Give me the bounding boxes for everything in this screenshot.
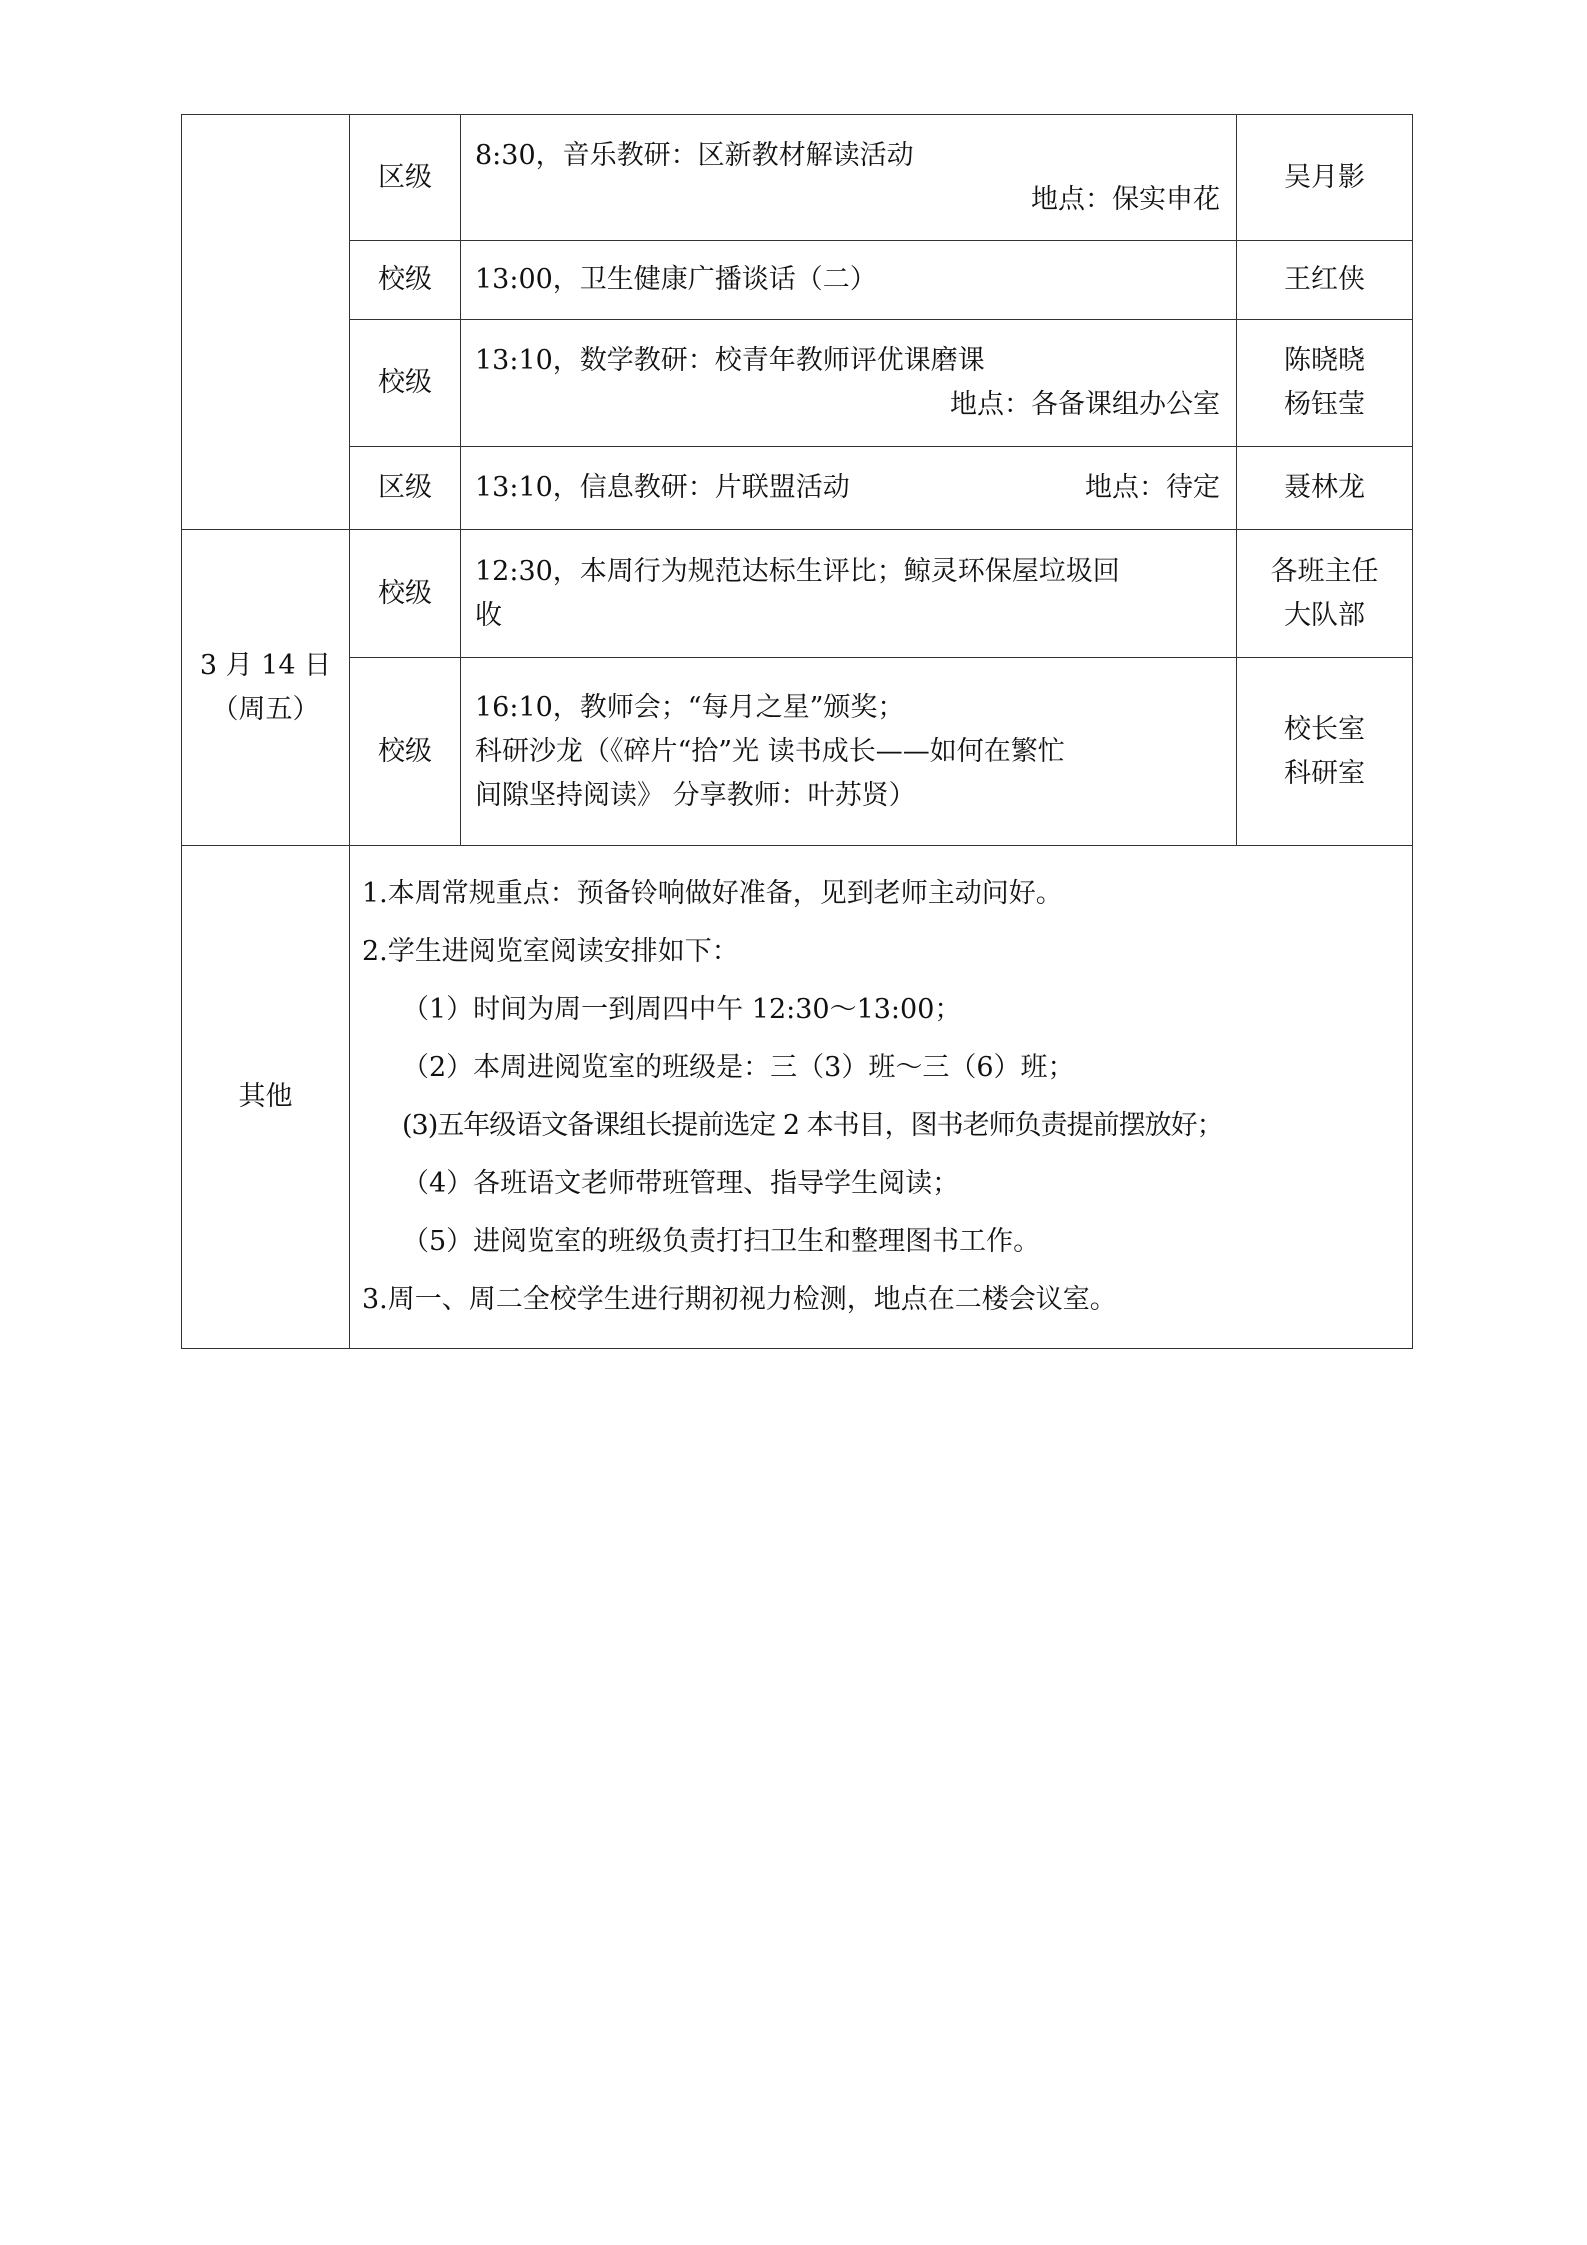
activity-text: 16:10，教师会；“每月之星”颁奖； — [475, 691, 905, 723]
date-text: 3 月 14 日 — [199, 649, 332, 681]
notice-subitem: （2）本周进阅览室的班级是：三（3）班～三（6）班； — [402, 1052, 1075, 1083]
level-cell: 区级 — [350, 115, 461, 241]
table-row — [182, 658, 1413, 846]
notice-subitem: （5）进阅览室的班级负责打扫卫生和整理图书工作。 — [402, 1226, 1041, 1257]
person-name: 各班主任 — [1270, 555, 1379, 587]
location-text: 地点：各备课组办公室 — [950, 389, 1220, 420]
level-cell: 校级 — [350, 320, 461, 447]
person-name: 大队部 — [1284, 599, 1365, 631]
activity-text: 间隙坚持阅读》 分享教师：叶苏贤） — [475, 779, 916, 811]
person-name: 杨钰莹 — [1284, 389, 1365, 420]
person-name: 聂林龙 — [1284, 472, 1365, 503]
activity-text: 8:30，音乐教研：区新教材解读活动 — [475, 139, 914, 171]
content-cell — [461, 658, 1237, 846]
location-text: 地点：待定 — [1085, 472, 1220, 503]
table-row — [182, 530, 1413, 658]
notice-item: 2.学生进阅览室阅读安排如下： — [362, 936, 739, 967]
activity-text: 12:30，本周行为规范达标生评比；鲸灵环保屋垃圾回 — [475, 555, 1120, 587]
date-cell-blank — [182, 115, 350, 530]
person-name: 陈晓晓 — [1284, 345, 1365, 376]
person-cell — [1237, 320, 1413, 447]
notice-subitem: （4）各班语文老师带班管理、指导学生阅读； — [402, 1168, 960, 1199]
person-name: 王红侠 — [1284, 264, 1365, 295]
activity-text: 科研沙龙（《碎片“拾”光 读书成长——如何在繁忙 — [475, 735, 1065, 767]
notice-subitem: （1）时间为周一到周四中午 12:30～13:00； — [402, 994, 962, 1025]
weekday-text: （周五） — [211, 693, 320, 725]
notice-subitem: (3)五年级语文备课组长提前选定 2 本书目，图书老师负责提前摆放好； — [402, 1110, 1223, 1141]
person-name: 科研室 — [1284, 757, 1365, 789]
level-cell: 校级 — [350, 530, 461, 658]
table-row-other — [182, 846, 1413, 1349]
activity-text: 13:10，信息教研：片联盟活动 — [475, 472, 850, 503]
notice-item: 1.本周常规重点：预备铃响做好准备，见到老师主动问好。 — [362, 878, 1063, 909]
person-cell — [1237, 530, 1413, 658]
level-cell: 区级 — [350, 447, 461, 530]
date-cell — [182, 530, 350, 846]
table-row — [182, 241, 1413, 320]
person-cell — [1237, 447, 1413, 530]
person-cell — [1237, 115, 1413, 241]
activity-text: 13:10，数学教研：校青年教师评优课磨课 — [475, 345, 985, 376]
level-cell: 校级 — [350, 241, 461, 320]
activity-text: 收 — [475, 599, 502, 631]
activity-text: 13:00，卫生健康广播谈话（二） — [475, 264, 877, 295]
person-name: 吴月影 — [1284, 161, 1365, 193]
other-label-cell: 其他 — [182, 846, 350, 1349]
person-name: 校长室 — [1284, 713, 1365, 745]
content-cell — [461, 241, 1237, 320]
schedule-table — [181, 114, 1413, 1349]
content-cell — [461, 447, 1237, 530]
notice-item: 3.周一、周二全校学生进行期初视力检测，地点在二楼会议室。 — [362, 1284, 1117, 1315]
location-text: 地点：保实申花 — [1031, 183, 1220, 215]
table-row — [182, 447, 1413, 530]
content-cell — [461, 320, 1237, 447]
level-cell: 校级 — [350, 658, 461, 846]
table-row — [182, 320, 1413, 447]
other-content-cell — [350, 846, 1413, 1349]
table-row — [182, 115, 1413, 241]
person-cell — [1237, 241, 1413, 320]
person-cell — [1237, 658, 1413, 846]
content-cell — [461, 115, 1237, 241]
content-cell — [461, 530, 1237, 658]
